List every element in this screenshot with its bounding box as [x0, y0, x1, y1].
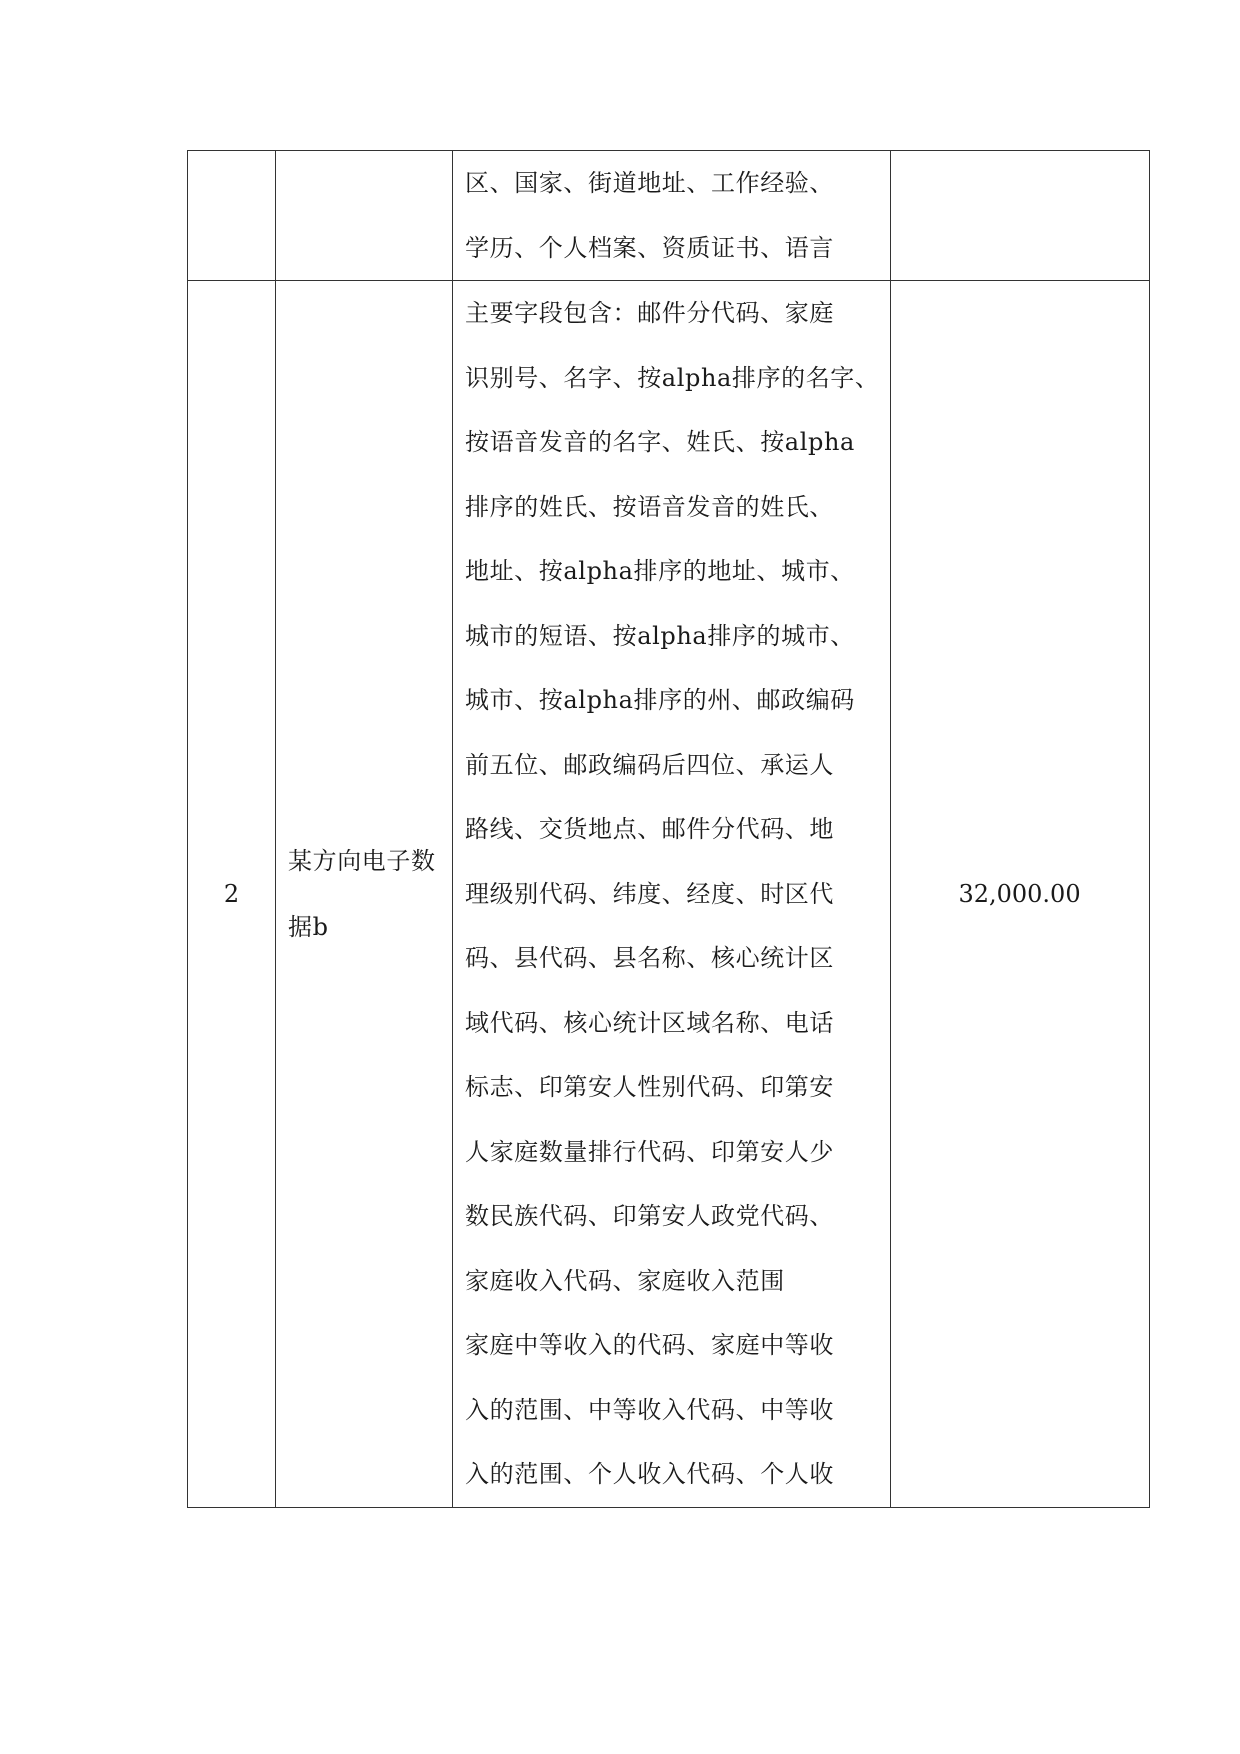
index-text: 2 [223, 880, 240, 908]
text-line: 人家庭数量排行代码、印第安人少 [465, 1137, 834, 1166]
name-cell [276, 151, 453, 281]
text-line: 入的范围、中等收入代码、中等收 [465, 1395, 834, 1424]
text-line: 区、国家、街道地址、工作经验、 [465, 169, 834, 197]
text-line: 排序的姓氏、按语音发音的姓氏、 [465, 492, 834, 521]
table-row-continued [188, 151, 1150, 281]
text-line: 地址、按alpha排序的地址、城市、 [465, 557, 855, 585]
text-line: 主要字段包含：邮件分代码、家庭 [465, 299, 834, 327]
text-line: 入的范围、个人收入代码、个人收 [465, 1460, 834, 1488]
fields-text [453, 151, 890, 280]
index-cell [188, 151, 276, 281]
text-line: 按语音发音的名字、姓氏、按alpha [465, 428, 855, 456]
price-cell [890, 281, 1149, 1508]
text-line: 路线、交货地点、邮件分代码、地 [465, 815, 834, 843]
text-line: 数民族代码、印第安人政党代码、 [465, 1202, 834, 1230]
text-line: 家庭收入代码、家庭收入范围 [465, 1266, 785, 1295]
text-line: 据b [288, 913, 329, 941]
name-text [276, 828, 452, 960]
text-line: 前五位、邮政编码后四位、承运人 [465, 750, 834, 779]
price-cell [890, 151, 1149, 281]
table-row-2 [188, 281, 1150, 1508]
fields-cell [453, 281, 891, 1508]
price-text: 32,000.00 [958, 880, 1081, 908]
text-line: 标志、印第安人性别代码、印第安 [465, 1073, 834, 1101]
text-line: 学历、个人档案、资质证书、语言 [465, 233, 834, 262]
name-cell [276, 281, 453, 1508]
data-listing-table [187, 150, 1150, 1508]
text-line: 某方向电子数 [288, 847, 436, 875]
text-line: 城市、按alpha排序的州、邮政编码 [465, 686, 855, 714]
text-line: 识别号、名字、按alpha排序的名字、 [465, 363, 880, 392]
text-line: 码、县代码、县名称、核心统计区 [465, 944, 834, 972]
fields-cell [453, 151, 891, 281]
index-cell [188, 281, 276, 1508]
fields-text [453, 281, 890, 1507]
text-line: 家庭中等收入的代码、家庭中等收 [465, 1331, 834, 1359]
text-line: 城市的短语、按alpha排序的城市、 [465, 621, 855, 650]
text-line: 域代码、核心统计区域名称、电话 [465, 1008, 834, 1037]
text-line: 理级别代码、纬度、经度、时区代 [465, 879, 834, 908]
